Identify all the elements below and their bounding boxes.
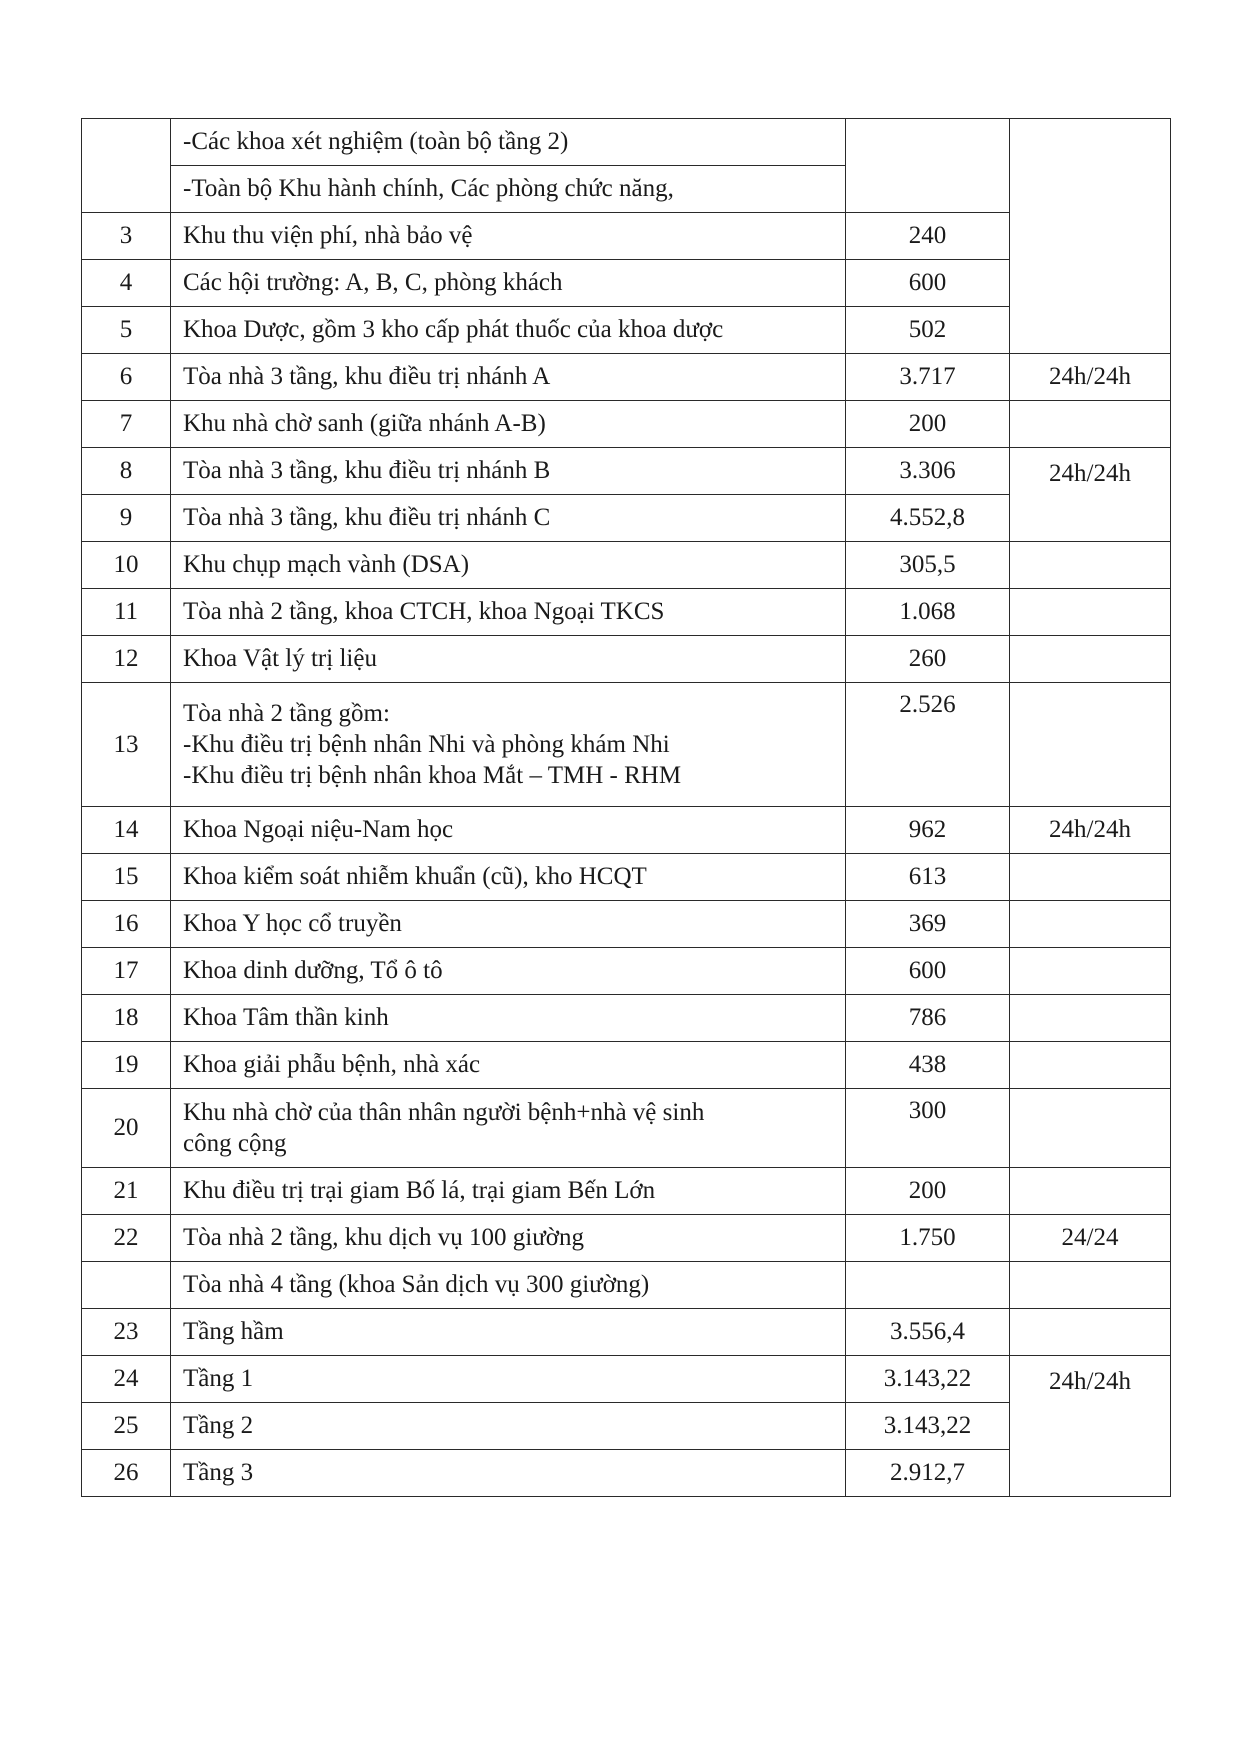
- facility-table: [81, 118, 1171, 1497]
- row-area: 1.750: [846, 1215, 1010, 1262]
- row-stt: 3: [82, 213, 171, 260]
- row-name: Khu thu viện phí, nhà bảo vệ: [171, 213, 846, 260]
- row-stt: 18: [82, 995, 171, 1042]
- row-name: Tầng 2: [171, 1403, 846, 1450]
- row-area: 2.526: [846, 683, 1010, 807]
- table-row: [82, 854, 1171, 901]
- row-name: Tầng hầm: [171, 1309, 846, 1356]
- table-row: [82, 1262, 1171, 1309]
- row-stt: 4: [82, 260, 171, 307]
- row-time: [1010, 636, 1171, 683]
- row-time: [1010, 1262, 1171, 1309]
- row-time: [1010, 683, 1171, 807]
- row-time: 24/24: [1010, 1215, 1171, 1262]
- row-name: Tòa nhà 3 tầng, khu điều trị nhánh B: [171, 448, 846, 495]
- row-stt: 10: [82, 542, 171, 589]
- row-area: 600: [846, 948, 1010, 995]
- row-stt: 19: [82, 1042, 171, 1089]
- row-area: 200: [846, 1168, 1010, 1215]
- row-name: Khu nhà chờ sanh (giữa nhánh A-B): [171, 401, 846, 448]
- row-stt: 17: [82, 948, 171, 995]
- row-stt: 6: [82, 354, 171, 401]
- row-area: 3.143,22: [846, 1403, 1010, 1450]
- row-time: [1010, 1089, 1171, 1168]
- table-row: [82, 683, 1171, 807]
- table-row: [82, 995, 1171, 1042]
- row-stt: 26: [82, 1450, 171, 1497]
- table-row: [82, 1450, 1171, 1497]
- row-name: Khu nhà chờ của thân nhân người bệnh+nhà vệ sinh công cộng: [171, 1089, 846, 1168]
- row-stt: 13: [82, 683, 171, 807]
- row-time: 24h/24h: [1010, 807, 1171, 854]
- row-area: 260: [846, 636, 1010, 683]
- row-stt: 7: [82, 401, 171, 448]
- table-row: [82, 401, 1171, 448]
- row-name: Tầng 3: [171, 1450, 846, 1497]
- row-area: 200: [846, 401, 1010, 448]
- row-stt: 22: [82, 1215, 171, 1262]
- row-stt: 23: [82, 1309, 171, 1356]
- row-area: 962: [846, 807, 1010, 854]
- row-time: [1010, 948, 1171, 995]
- row-name: Khu điều trị trại giam Bố lá, trại giam Bến Lớn: [171, 1168, 846, 1215]
- row-stt: 9: [82, 495, 171, 542]
- row-stt: 14: [82, 807, 171, 854]
- row-area: 3.717: [846, 354, 1010, 401]
- row-name: Khoa kiểm soát nhiễm khuẩn (cũ), kho HCQT: [171, 854, 846, 901]
- row-area: [846, 119, 1010, 213]
- row-name: Các hội trường: A, B, C, phòng khách: [171, 260, 846, 307]
- table-row: [82, 307, 1171, 354]
- row-stt: 11: [82, 589, 171, 636]
- table-row: [82, 901, 1171, 948]
- row-area: 3.143,22: [846, 1356, 1010, 1403]
- row-name: Khoa Vật lý trị liệu: [171, 636, 846, 683]
- row-area: 502: [846, 307, 1010, 354]
- row-time: [1010, 589, 1171, 636]
- row-name: Tòa nhà 3 tầng, khu điều trị nhánh A: [171, 354, 846, 401]
- row-name: -Toàn bộ Khu hành chính, Các phòng chức năng,: [171, 166, 846, 213]
- row-stt: [82, 119, 171, 213]
- table-row: [82, 260, 1171, 307]
- row-stt: 24: [82, 1356, 171, 1403]
- table-row: [82, 354, 1171, 401]
- row-time: [1010, 995, 1171, 1042]
- row-time: [1010, 401, 1171, 448]
- table-row: [82, 495, 1171, 542]
- row-area: 300: [846, 1089, 1010, 1168]
- row-area: 3.556,4: [846, 1309, 1010, 1356]
- row-name: Khu chụp mạch vành (DSA): [171, 542, 846, 589]
- table-row: [82, 1042, 1171, 1089]
- row-stt: 15: [82, 854, 171, 901]
- row-name: Tòa nhà 3 tầng, khu điều trị nhánh C: [171, 495, 846, 542]
- row-area: 240: [846, 213, 1010, 260]
- table-row: [82, 948, 1171, 995]
- row-area: 4.552,8: [846, 495, 1010, 542]
- row-name: Khoa Tâm thần kinh: [171, 995, 846, 1042]
- row-area: [846, 1262, 1010, 1309]
- row-time: [1010, 901, 1171, 948]
- row-time: [1010, 1042, 1171, 1089]
- row-area: 369: [846, 901, 1010, 948]
- row-stt: 8: [82, 448, 171, 495]
- table-row: [82, 1168, 1171, 1215]
- row-stt: [82, 1262, 171, 1309]
- row-name: Tòa nhà 2 tầng gồm: -Khu điều trị bệnh nhân Nhi và phòng khám Nhi -Khu điều trị bệnh nhân khoa Mắt – TMH - RHM: [171, 683, 846, 807]
- table-row: [82, 807, 1171, 854]
- row-stt: 5: [82, 307, 171, 354]
- table-row: [82, 213, 1171, 260]
- row-area: 2.912,7: [846, 1450, 1010, 1497]
- table-row: [82, 589, 1171, 636]
- table-row: [82, 1403, 1171, 1450]
- row-stt: 25: [82, 1403, 171, 1450]
- row-stt: 12: [82, 636, 171, 683]
- row-name: Tầng 1: [171, 1356, 846, 1403]
- row-stt: 16: [82, 901, 171, 948]
- row-area: 613: [846, 854, 1010, 901]
- row-area: 305,5: [846, 542, 1010, 589]
- row-time: 24h/24h: [1010, 448, 1171, 542]
- row-time: [1010, 854, 1171, 901]
- row-name: Tòa nhà 4 tầng (khoa Sản dịch vụ 300 giường): [171, 1262, 846, 1309]
- table-row: [82, 1356, 1171, 1403]
- row-area: 600: [846, 260, 1010, 307]
- row-time: [1010, 1168, 1171, 1215]
- row-name: Khoa Dược, gồm 3 kho cấp phát thuốc của khoa dược: [171, 307, 846, 354]
- row-time: 24h/24h: [1010, 354, 1171, 401]
- row-area: 438: [846, 1042, 1010, 1089]
- row-name: Khoa Ngoại niệu-Nam học: [171, 807, 846, 854]
- row-name: Khoa giải phẫu bệnh, nhà xác: [171, 1042, 846, 1089]
- row-stt: 21: [82, 1168, 171, 1215]
- table-row: [82, 636, 1171, 683]
- table-row: [82, 119, 1171, 166]
- row-time: 24h/24h: [1010, 1356, 1171, 1497]
- row-name: -Các khoa xét nghiệm (toàn bộ tầng 2): [171, 119, 846, 166]
- table-row: [82, 448, 1171, 495]
- row-area: 3.306: [846, 448, 1010, 495]
- row-name: Tòa nhà 2 tầng, khoa CTCH, khoa Ngoại TKCS: [171, 589, 846, 636]
- row-time: [1010, 1309, 1171, 1356]
- table-row: [82, 1089, 1171, 1168]
- row-area: 786: [846, 995, 1010, 1042]
- row-name: Tòa nhà 2 tầng, khu dịch vụ 100 giường: [171, 1215, 846, 1262]
- table-row: [82, 542, 1171, 589]
- table-row: [82, 1215, 1171, 1262]
- table-row: [82, 1309, 1171, 1356]
- row-name: Khoa Y học cổ truyền: [171, 901, 846, 948]
- row-stt: 20: [82, 1089, 171, 1168]
- row-time: [1010, 119, 1171, 354]
- row-name: Khoa dinh dưỡng, Tổ ô tô: [171, 948, 846, 995]
- row-time: [1010, 542, 1171, 589]
- row-area: 1.068: [846, 589, 1010, 636]
